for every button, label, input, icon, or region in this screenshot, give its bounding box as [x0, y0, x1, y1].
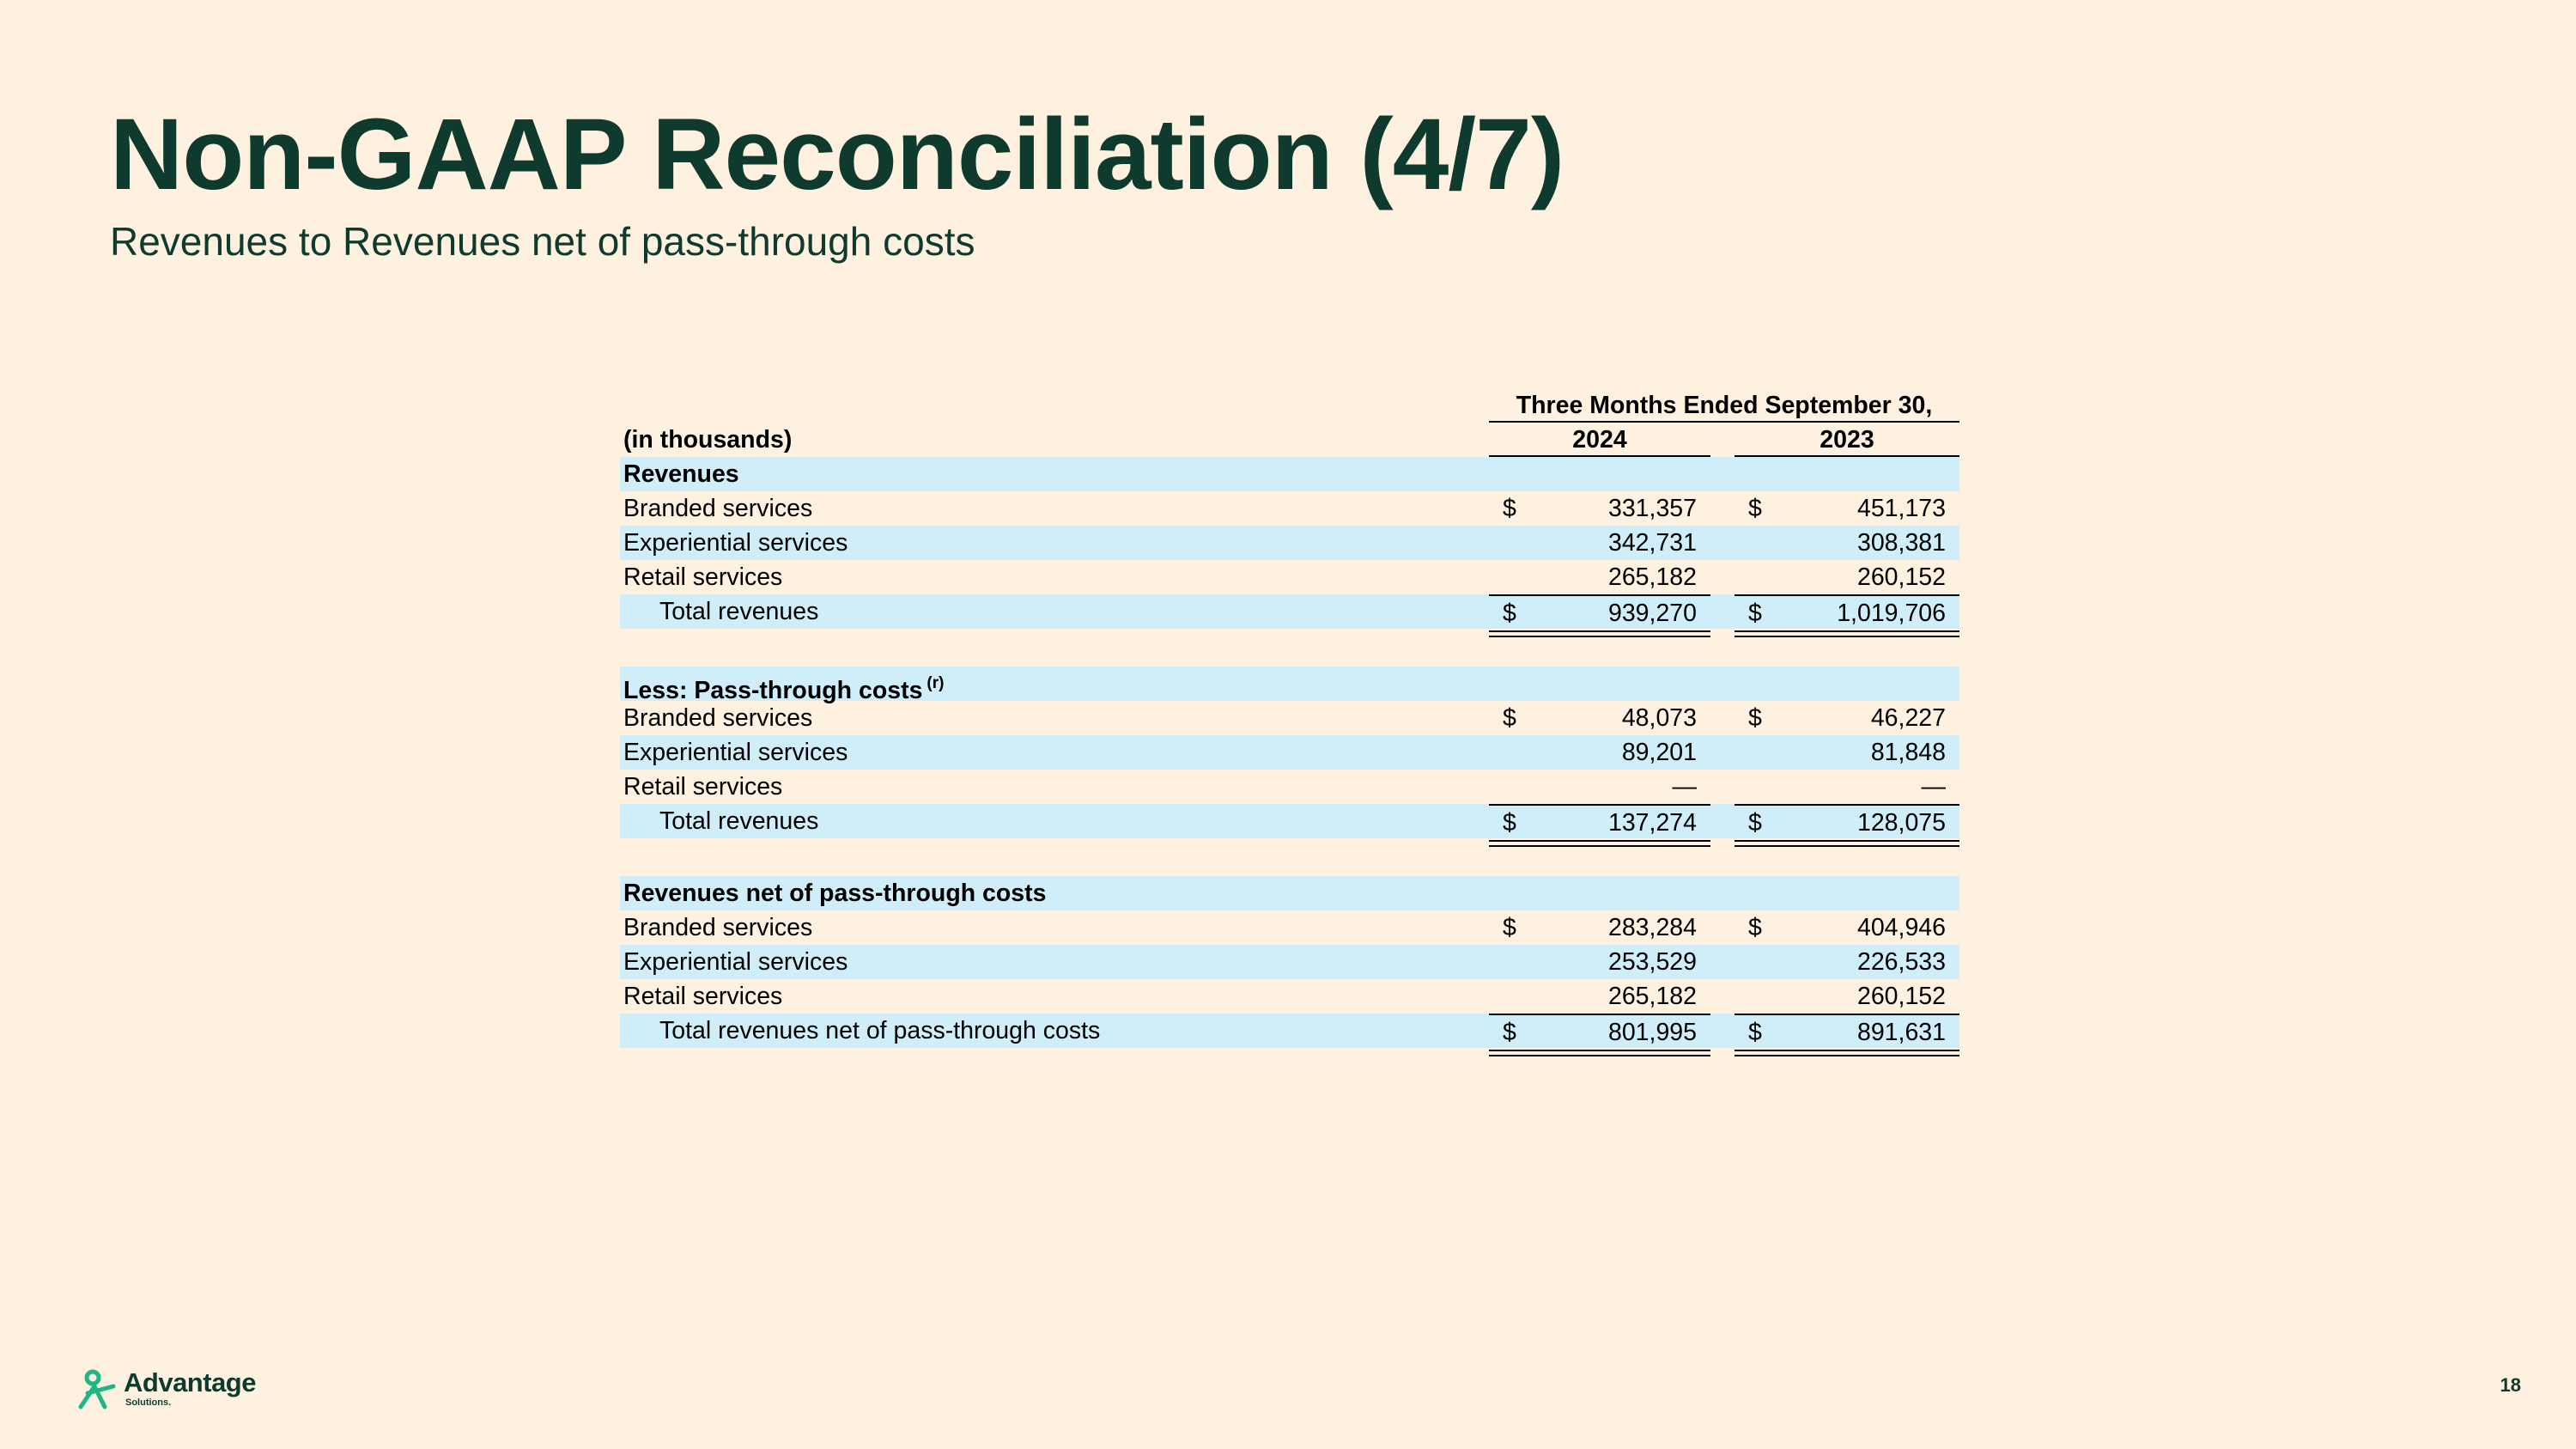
table-row [620, 979, 1959, 1014]
value-2023: 1,019,706 [1837, 600, 1946, 627]
row-label: Retail services [623, 773, 783, 801]
company-logo [76, 1367, 273, 1410]
currency-symbol: $ [1748, 809, 1762, 837]
currency-symbol: $ [1748, 1019, 1762, 1046]
table-row [620, 770, 1959, 804]
value-2023: 81,848 [1870, 739, 1946, 766]
row-label: Total revenues [659, 807, 819, 835]
currency-symbol: $ [1748, 704, 1762, 732]
unit-label: (in thousands) [623, 426, 793, 454]
currency-symbol: $ [1503, 1019, 1516, 1046]
row-label: Experiential services [623, 948, 848, 976]
footnote-marker: (r) [927, 674, 945, 692]
value-2024: 342,731 [1607, 529, 1697, 557]
year-2023-header: 2023 [1735, 423, 1959, 457]
currency-symbol: $ [1748, 495, 1762, 522]
table-row [620, 910, 1959, 945]
value-2023: 128,075 [1856, 809, 1946, 837]
net-heading-row [620, 876, 1959, 910]
value-2024: 89,201 [1621, 739, 1697, 766]
reconciliation-table [620, 388, 1959, 1048]
value-2024: — [1672, 773, 1697, 801]
value-2024: 265,182 [1607, 983, 1697, 1010]
value-2023: 451,173 [1856, 495, 1946, 522]
total-row [620, 1014, 1959, 1048]
row-label: Experiential services [623, 529, 848, 557]
advantage-logo-icon [76, 1367, 118, 1410]
currency-symbol: $ [1503, 809, 1516, 837]
currency-symbol: $ [1503, 914, 1516, 941]
value-2023: 404,946 [1856, 914, 1946, 941]
value-2024: 331,357 [1607, 495, 1697, 522]
section-heading: Revenues net of pass-through costs [623, 880, 1047, 907]
period-header-row [620, 388, 1959, 423]
logo-wordmark: Advantage [124, 1367, 256, 1397]
row-label: Total revenues net of pass-through costs [659, 1017, 1101, 1044]
value-2024: 939,270 [1607, 600, 1697, 627]
revenues-heading-row [620, 457, 1959, 491]
value-2023: 308,381 [1856, 529, 1946, 557]
value-2023: 891,631 [1856, 1019, 1946, 1046]
value-2024: 48,073 [1621, 704, 1697, 732]
row-label: Retail services [623, 983, 783, 1010]
currency-symbol: $ [1503, 704, 1516, 732]
value-2023: — [1921, 773, 1946, 801]
value-2023: 46,227 [1870, 704, 1946, 732]
value-2023: 260,152 [1856, 983, 1946, 1010]
value-2024: 253,529 [1607, 948, 1697, 976]
value-2024: 137,274 [1607, 809, 1697, 837]
currency-symbol: $ [1748, 914, 1762, 941]
year-2024-header: 2024 [1489, 423, 1710, 457]
spacer [620, 629, 1959, 667]
value-2024: 265,182 [1607, 563, 1697, 591]
value-2024: 801,995 [1607, 1019, 1697, 1046]
row-label: Experiential services [623, 739, 848, 766]
column-header-row [620, 423, 1959, 457]
table-row [620, 491, 1959, 526]
table-row [620, 945, 1959, 979]
page-number: 18 [2500, 1374, 2521, 1396]
currency-symbol: $ [1503, 600, 1516, 627]
section-heading: Less: Pass-through costs $^{(r)}$ [623, 674, 945, 704]
page-subtitle: Revenues to Revenues net of pass-through costs [110, 219, 975, 264]
spacer [620, 838, 1959, 876]
row-label: Retail services [623, 563, 783, 591]
table-row [620, 526, 1959, 560]
logo-subtext: Solutions. [125, 1397, 172, 1408]
row-label: Total revenues [659, 598, 819, 625]
period-header: Three Months Ended September 30, [1489, 388, 1959, 423]
row-label: Branded services [623, 704, 813, 732]
pass-through-heading-row [620, 667, 1959, 704]
section-heading: Revenues [623, 460, 739, 488]
currency-symbol: $ [1503, 495, 1516, 522]
page-title: Non-GAAP Reconciliation (4/7) [110, 98, 1564, 211]
total-row [620, 804, 1959, 838]
table-row [620, 560, 1959, 594]
value-2023: 260,152 [1856, 563, 1946, 591]
total-row [620, 594, 1959, 629]
table-row [620, 735, 1959, 770]
table-row [620, 701, 1959, 735]
value-2024: 283,284 [1607, 914, 1697, 941]
value-2023: 226,533 [1856, 948, 1946, 976]
currency-symbol: $ [1748, 600, 1762, 627]
row-label: Branded services [623, 914, 813, 941]
row-label: Branded services [623, 495, 813, 522]
